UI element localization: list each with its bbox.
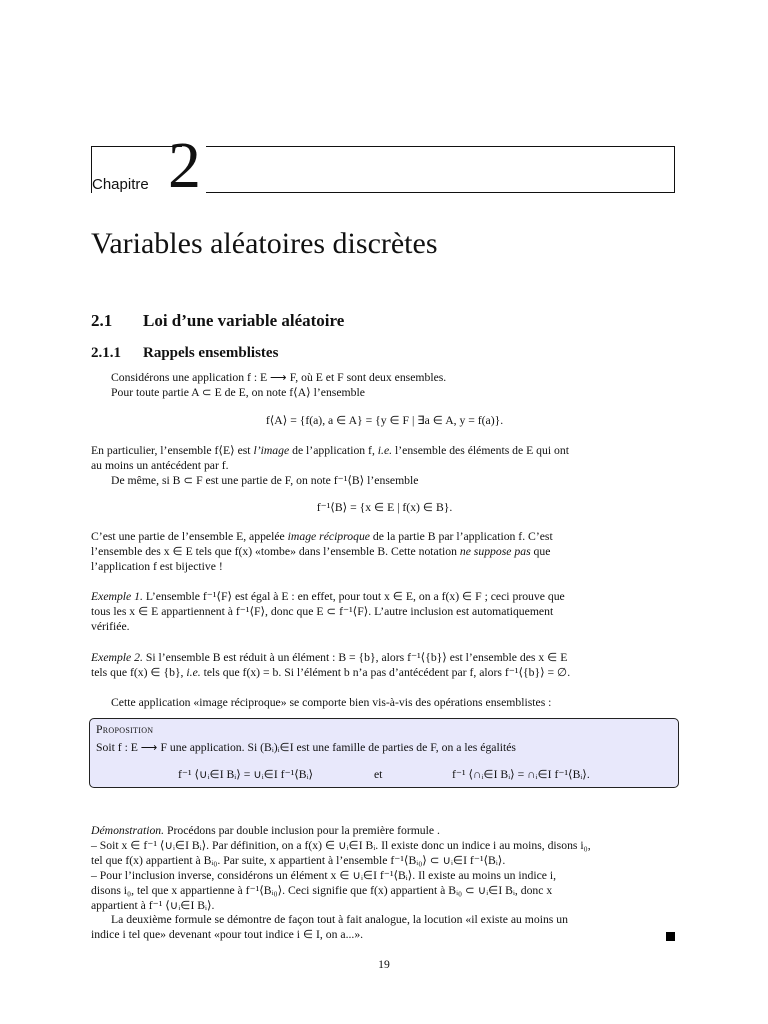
text-span: l’ensemble des éléments de E qui ont (392, 444, 569, 457)
proof-line: indice i tel que» devenant «pour tout indice i ∈ I, on a...». (91, 928, 364, 941)
text-span: C’est une partie de l’ensemble E, appelée (91, 530, 288, 543)
text-span: de l’application f, (289, 444, 378, 457)
paragraph-line: l’application f est bijective ! (91, 560, 223, 573)
proof-line: – Soit x ∈ f⁻¹ ⟨∪ᵢ∈I Bᵢ⟩. Par définition, on a f(x) ∈ ∪ᵢ∈I Bᵢ. Il existe donc un indice i au moins, disons i₀, (91, 839, 591, 852)
text-span: En particulier, l’ensemble f⟨E⟩ est (91, 444, 254, 457)
paragraph-line (91, 529, 553, 544)
proof-line: disons i₀, tel que x appartienne à f⁻¹⟨Bᵢ₀⟩. Ceci signifie que f(x) appartient à Bᵢ₀ ⊂ ∪ᵢ∈I Bᵢ, donc x (91, 884, 553, 897)
qed-square-icon (666, 932, 675, 941)
paragraph-line: au moins un antécédent par f. (91, 459, 229, 472)
proof-line: tel que f(x) appartient à Bᵢ₀. Par suite, x appartient à l’ensemble f⁻¹⟨Bᵢ₀⟩ ⊂ ∪ᵢ∈I f⁻¹⟨Bᵢ⟩. (91, 854, 506, 867)
example-1-line: vérifiée. (91, 620, 130, 633)
example-label: Exemple 1. (91, 590, 143, 603)
section-heading (91, 310, 344, 332)
text-span: L’ensemble f⁻¹⟨F⟩ est égal à E : en effet, pour tout x ∈ E, on a f(x) ∈ F ; ceci prouve que (145, 590, 565, 603)
emphasis-text: ne suppose pas (459, 545, 531, 558)
example-2-line (91, 665, 570, 680)
text-span: Si l’ensemble B est réduit à un élément : B = {b}, alors f⁻¹⟨{b}⟩ est l’ensemble des x ∈ E (145, 651, 568, 664)
text-span: l’ensemble des x ∈ E tels que f(x) «tombe» dans l’ensemble B. Cette notation (91, 545, 460, 558)
proposition-connector: et (374, 768, 383, 781)
emphasis-text: image réciproque (287, 530, 370, 543)
text-span: tels que f(x) = b. Si l’élément b n’a pas d’antécédent par f, alors f⁻¹⟨{b}⟩ = ∅. (200, 666, 571, 679)
section-number: 2.1 (91, 311, 113, 330)
paragraph-line: Cette application «image réciproque» se comporte bien vis-à-vis des opérations ensemblistes : (111, 696, 552, 709)
example-label: Exemple 2. (91, 651, 143, 664)
proof-line: – Pour l’inclusion inverse, considérons un élément x ∈ ∪ᵢ∈I f⁻¹⟨Bᵢ⟩. Il existe au moins un indice i, (91, 869, 557, 882)
paragraph-line: De même, si B ⊂ F est une partie de F, on note f⁻¹⟨B⟩ l’ensemble (111, 474, 419, 487)
subsection-title: Rappels ensemblistes (143, 345, 279, 361)
chapter-number: 2 (168, 129, 201, 202)
proposition-formula-intersection: f⁻¹ ⟨∩ᵢ∈I Bᵢ⟩ = ∩ᵢ∈I f⁻¹⟨Bᵢ⟩. (452, 768, 590, 781)
emphasis-text: i.e. (186, 666, 201, 679)
proposition-title: Proposition (96, 723, 154, 736)
proof-label: Démonstration. (91, 824, 165, 837)
chapter-frame-right (206, 146, 675, 193)
text-span: que (530, 545, 551, 558)
emphasis-text: i.e. (377, 444, 393, 457)
proof-line: La deuxième formule se démontre de façon tout à fait analogue, la locution «il existe au moins un (111, 913, 568, 926)
section-title: Loi d’une variable aléatoire (143, 311, 345, 330)
proposition-formula-union: f⁻¹ ⟨∪ᵢ∈I Bᵢ⟩ = ∪ᵢ∈I f⁻¹⟨Bᵢ⟩ (178, 768, 314, 781)
subsection-number: 2.1.1 (91, 345, 121, 361)
page-number: 19 (378, 958, 390, 971)
text-span: Procédons par double inclusion pour la première formule . (166, 824, 440, 837)
paragraph-line: Considérons une application f : E ⟶ F, où E et F sont deux ensembles. (111, 371, 447, 384)
equation-preimage: f⁻¹⟨B⟩ = {x ∈ E | f(x) ∈ B}. (316, 501, 453, 514)
example-1-line (91, 589, 565, 604)
chapter-title: Variables aléatoires discrètes (91, 227, 438, 260)
proof-line: appartient à f⁻¹ ⟨∪ᵢ∈I Bᵢ⟩. (91, 899, 215, 912)
subsection-heading (91, 343, 278, 363)
chapter-label: Chapitre (92, 176, 149, 193)
proposition-statement: Soit f : E ⟶ F une application. Si (Bᵢ)ᵢ∈I est une famille de parties de F, on a les égalités (96, 741, 516, 754)
paragraph-line (91, 443, 569, 458)
example-2-line (91, 650, 567, 665)
paragraph-line: Pour toute partie A ⊂ E de E, on note f⟨A⟩ l’ensemble (111, 386, 365, 399)
paragraph-line (91, 544, 550, 559)
text-span: de la partie B par l’application f. C’est (370, 530, 553, 543)
emphasis-text: l’image (253, 444, 290, 457)
example-1-line: tous les x ∈ E appartiennent à f⁻¹⟨F⟩, donc que E ⊂ f⁻¹⟨F⟩. L’autre inclusion est automatiquement (91, 605, 554, 618)
text-span: tels que f(x) ∈ {b}, (91, 666, 187, 679)
equation-image: f⟨A⟩ = {f(a), a ∈ A} = {y ∈ F | ∃a ∈ A, y = f(a)}. (265, 414, 504, 427)
proof-line (91, 823, 440, 838)
